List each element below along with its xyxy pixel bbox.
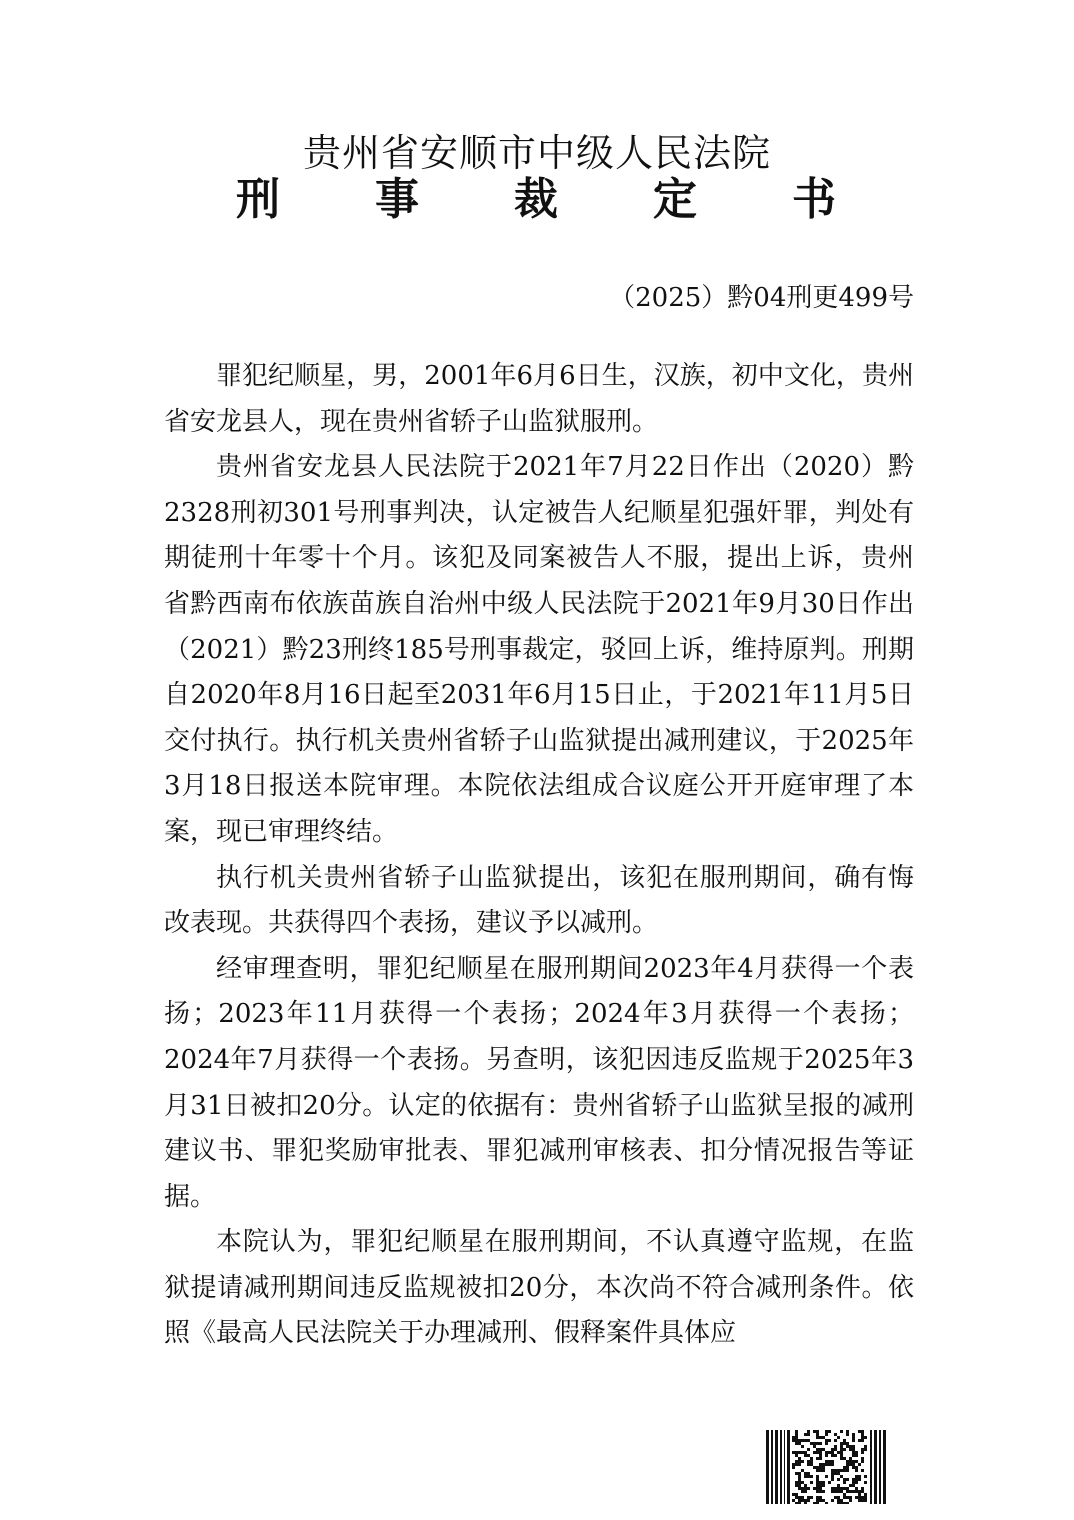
- paragraph-prison-proposal: 执行机关贵州省轿子山监狱提出，该犯在服刑期间，确有悔改表现。共获得四个表扬，建议予以减刑。: [164, 862, 914, 939]
- paragraph-case-history: 贵州省安龙县人民法院于2021年7月22日作出（2020）黔2328刑初301号刑事判决，认定被告人纪顺星犯强奸罪，判处有期徒刑十年零十个月。该犯及同案被告人不服，提出上诉，贵州省黔西南布依族苗族自治州中级人民法院于2021年9月30日作出（2021）黔23刑终185号刑事裁定，驳回上诉，维持原判。刑期自2020年8月16日起至2031年6月15日止，于2021年11月5日交付执行。执行机关贵州省轿子山监狱提出减刑建议，于2025年3月18日报送本院审理。本院依法组成合议庭公开开庭审理了本案，现已审理终结。: [164, 452, 914, 847]
- title-char: 事: [375, 174, 419, 225]
- title-char: 刑: [236, 174, 280, 225]
- paragraph-findings: 经审理查明，罪犯纪顺星在服刑期间2023年4月获得一个表扬；2023年11月获得一个表扬；2024年3月获得一个表扬；2024年7月获得一个表扬。另查明，该犯因违反监规于2025年3月31日被扣20分。认定的依据有：贵州省轿子山监狱呈报的减刑建议书、罪犯奖励审批表、罪犯减刑审核表、扣分情况报告等证据。: [164, 953, 914, 1212]
- paragraph-defendant-info: 罪犯纪顺星，男，2001年6月6日生，汉族，初中文化，贵州省安龙县人，现在贵州省轿子山监狱服刑。: [164, 361, 914, 437]
- document-title: [236, 172, 836, 228]
- case-number: （2025）黔04刑更499号: [609, 283, 914, 313]
- qr-code-icon: [766, 1430, 886, 1504]
- document-body: [164, 354, 914, 1357]
- court-name: 贵州省安顺市中级人民法院: [302, 131, 771, 175]
- title-char: 裁: [514, 174, 558, 225]
- paragraph-court-opinion: 本院认为，罪犯纪顺星在服刑期间，不认真遵守监规，在监狱提请减刑期间违反监规被扣20分，本次尚不符合减刑条件。依照《最高人民法院关于办理减刑、假释案件具体应: [164, 1227, 914, 1349]
- title-char: 书: [792, 174, 836, 225]
- title-char: 定: [653, 174, 697, 225]
